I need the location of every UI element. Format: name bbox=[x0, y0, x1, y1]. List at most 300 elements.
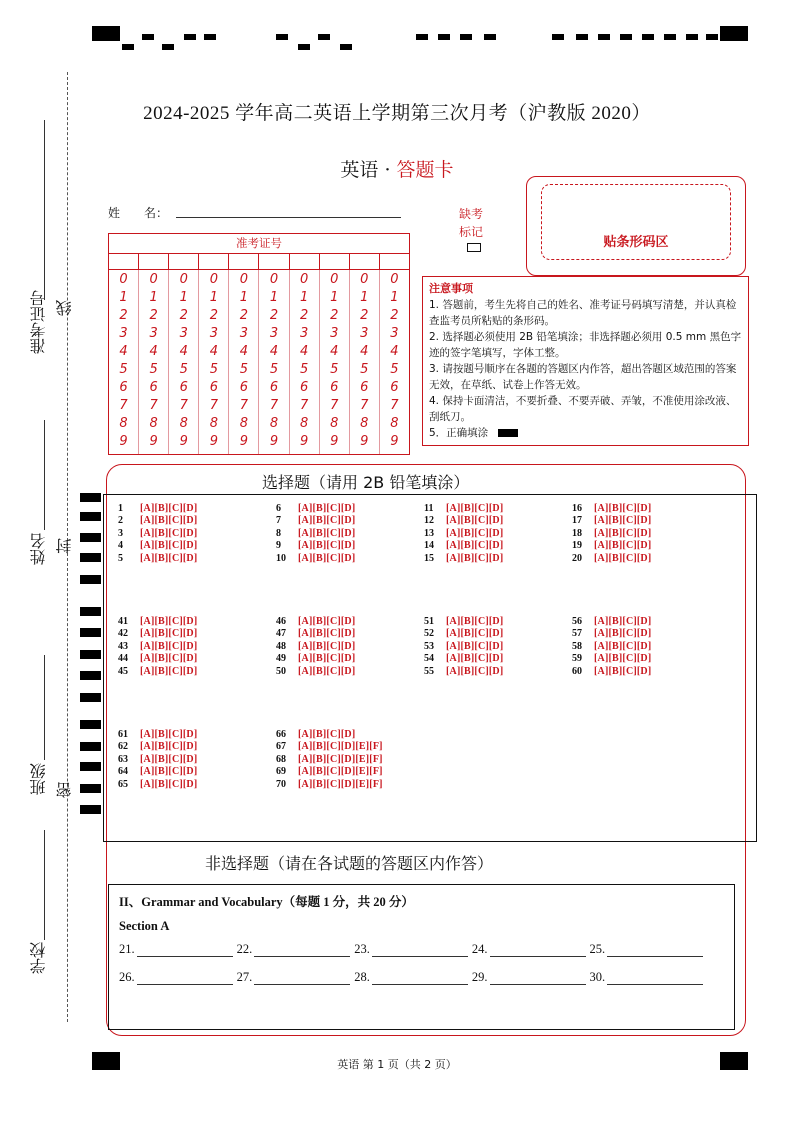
exam-id-bubble[interactable]: 6 bbox=[390, 380, 399, 395]
exam-id-bubble[interactable]: 9 bbox=[119, 434, 128, 449]
question-row bbox=[118, 628, 197, 640]
left-timing-mark bbox=[80, 512, 101, 521]
exam-id-bubble[interactable]: 3 bbox=[179, 326, 188, 341]
exam-id-bubble[interactable]: 5 bbox=[390, 362, 399, 377]
exam-id-bubble[interactable]: 5 bbox=[299, 362, 309, 377]
exam-id-bubble[interactable]: 0 bbox=[330, 272, 339, 287]
top-timing-mark bbox=[438, 34, 450, 40]
answer-options[interactable]: [A][B][C][D][E][F] bbox=[298, 741, 383, 753]
answer-options[interactable]: [A][B][C][D] bbox=[140, 640, 198, 652]
answer-options[interactable]: [A][B][C][D] bbox=[140, 552, 198, 564]
exam-id-bubble[interactable]: 8 bbox=[390, 416, 399, 431]
answer-options[interactable]: [A][B][C][D] bbox=[140, 503, 198, 514]
question-row bbox=[572, 503, 651, 515]
exam-id-bubble[interactable]: 4 bbox=[119, 344, 128, 359]
answer-options[interactable]: [A][B][C][D] bbox=[140, 527, 198, 539]
answer-blank[interactable] bbox=[119, 942, 233, 957]
question-group bbox=[118, 729, 197, 791]
answer-options[interactable]: [A][B][C][D] bbox=[140, 753, 198, 765]
side-label-secret: 密 bbox=[55, 782, 74, 798]
exam-id-bubble[interactable]: 9 bbox=[299, 434, 309, 449]
answer-options[interactable]: [A][B][C][D] bbox=[298, 552, 356, 564]
question-group bbox=[118, 503, 197, 565]
answer-options[interactable]: [A][B][C][D] bbox=[140, 778, 198, 790]
top-timing-mark bbox=[576, 34, 588, 40]
question-row bbox=[118, 515, 197, 527]
answer-options[interactable]: [A][B][C][D] bbox=[594, 640, 652, 652]
exam-id-write-cell[interactable] bbox=[109, 254, 139, 269]
answer-options[interactable]: [A][B][C][D] bbox=[594, 628, 652, 640]
question-row bbox=[118, 754, 197, 766]
notes-title: 注意事项 bbox=[429, 282, 473, 295]
question-row bbox=[276, 754, 383, 766]
answer-options[interactable]: [A][B][C][D] bbox=[140, 766, 198, 778]
exam-id-bubble[interactable]: 1 bbox=[119, 290, 128, 305]
exam-id-bubble[interactable]: 2 bbox=[119, 308, 128, 323]
answer-options[interactable]: [A][B][C][D] bbox=[446, 640, 504, 652]
top-timing-mark bbox=[598, 34, 610, 40]
answer-options[interactable]: [A][B][C][D] bbox=[298, 616, 356, 627]
question-row bbox=[276, 616, 355, 628]
answer-options[interactable]: [A][B][C][D] bbox=[446, 653, 504, 665]
exam-id-bubble[interactable]: 5 bbox=[119, 362, 128, 377]
question-number: 43 bbox=[118, 640, 128, 652]
question-number: 4 bbox=[118, 540, 123, 552]
exam-id-bubble[interactable]: 1 bbox=[239, 290, 249, 305]
answer-options[interactable]: [A][B][C][D] bbox=[446, 540, 504, 552]
exam-id-bubble[interactable]: 8 bbox=[330, 416, 339, 431]
side-underline-exam-id bbox=[44, 120, 45, 300]
exam-id-bubble[interactable]: 9 bbox=[149, 434, 158, 449]
question-row bbox=[424, 653, 503, 665]
exam-id-bubble[interactable]: 5 bbox=[149, 362, 158, 377]
answer-options[interactable]: [A][B][C][D] bbox=[594, 665, 652, 677]
exam-id-bubble[interactable]: 9 bbox=[179, 434, 188, 449]
answer-options[interactable]: [A][B][C][D] bbox=[594, 540, 652, 552]
answer-options[interactable]: [A][B][C][D] bbox=[298, 515, 356, 527]
question-number: 50 bbox=[276, 665, 286, 677]
exam-id-bubble[interactable]: 5 bbox=[360, 362, 369, 377]
exam-id-bubble[interactable]: 3 bbox=[239, 326, 249, 341]
exam-id-bubble[interactable]: 2 bbox=[179, 308, 188, 323]
blank-line[interactable] bbox=[254, 943, 350, 957]
question-row bbox=[118, 729, 197, 741]
question-row bbox=[276, 779, 383, 791]
answer-options[interactable]: [A][B][C][D] bbox=[140, 741, 198, 753]
blank-line[interactable] bbox=[372, 943, 468, 957]
answer-options[interactable]: [A][B][C][D] bbox=[298, 540, 356, 552]
question-number: 45 bbox=[118, 665, 128, 677]
answer-options[interactable]: [A][B][C][D] bbox=[446, 665, 504, 677]
exam-id-bubble[interactable]: 1 bbox=[360, 290, 369, 305]
answer-options[interactable]: [A][B][C][D] bbox=[594, 653, 652, 665]
question-row bbox=[424, 666, 503, 678]
exam-id-bubble[interactable]: 5 bbox=[269, 362, 279, 377]
exam-id-bubble[interactable]: 5 bbox=[330, 362, 339, 377]
question-number: 68 bbox=[276, 753, 286, 765]
exam-id-bubble[interactable]: 3 bbox=[149, 326, 158, 341]
question-row bbox=[276, 515, 355, 527]
exam-id-bubble[interactable]: 4 bbox=[209, 344, 218, 359]
blank-number: 23. bbox=[354, 942, 370, 956]
side-label-seal: 封 bbox=[55, 538, 74, 554]
exam-id-bubble[interactable]: 2 bbox=[360, 308, 369, 323]
mcq-answer-area bbox=[103, 494, 757, 842]
exam-id-bubble[interactable]: 7 bbox=[360, 398, 369, 413]
exam-id-bubble[interactable]: 7 bbox=[149, 398, 158, 413]
question-row bbox=[118, 666, 197, 678]
answer-blank[interactable] bbox=[590, 942, 704, 957]
answer-options[interactable]: [A][B][C][D] bbox=[594, 527, 652, 539]
answer-blank[interactable] bbox=[472, 942, 586, 957]
answer-blank[interactable] bbox=[119, 970, 233, 985]
side-label-line: 线 bbox=[55, 300, 74, 316]
notes-item-1: 1. 答题前，考生先将自己的姓名、准考证号码填写清楚，并认真检查监考员所粘贴的条形码。 bbox=[429, 299, 737, 327]
exam-id-bubble[interactable]: 6 bbox=[209, 380, 218, 395]
name-field[interactable] bbox=[176, 217, 401, 218]
exam-id-bubble[interactable]: 8 bbox=[119, 416, 128, 431]
exam-id-bubble[interactable]: 4 bbox=[149, 344, 158, 359]
exam-id-bubble[interactable]: 4 bbox=[299, 344, 309, 359]
exam-id-bubble[interactable]: 0 bbox=[299, 272, 309, 287]
answer-blank[interactable] bbox=[354, 970, 468, 985]
exam-id-bubble[interactable]: 2 bbox=[299, 308, 309, 323]
exam-id-bubble[interactable]: 9 bbox=[330, 434, 339, 449]
answer-options[interactable]: [A][B][C][D] bbox=[298, 729, 356, 740]
question-group bbox=[572, 503, 651, 565]
exam-id-grid bbox=[108, 233, 410, 455]
question-row bbox=[276, 729, 383, 741]
question-number: 42 bbox=[118, 628, 128, 640]
side-label-exam-id: 准考证号 bbox=[29, 290, 48, 354]
question-number: 67 bbox=[276, 741, 286, 753]
top-timing-mark bbox=[416, 34, 428, 40]
exam-id-bubble[interactable]: 3 bbox=[360, 326, 369, 341]
left-timing-mark bbox=[80, 720, 101, 729]
exam-id-column bbox=[380, 270, 409, 454]
side-underline-school bbox=[44, 830, 45, 940]
exam-id-bubble[interactable]: 9 bbox=[360, 434, 369, 449]
exam-id-bubble[interactable]: 0 bbox=[119, 272, 128, 287]
side-label-name: 姓名 bbox=[29, 533, 48, 565]
question-group bbox=[572, 616, 651, 678]
fill-example-mark bbox=[498, 429, 518, 437]
exam-id-bubble[interactable]: 1 bbox=[269, 290, 279, 305]
exam-id-bubble[interactable]: 0 bbox=[390, 272, 399, 287]
exam-id-bubble[interactable]: 4 bbox=[330, 344, 339, 359]
question-group bbox=[424, 616, 503, 678]
question-row bbox=[118, 741, 197, 753]
answer-options[interactable]: [A][B][C][D] bbox=[594, 503, 652, 514]
blank-line[interactable] bbox=[254, 971, 350, 985]
exam-id-bubble[interactable]: 4 bbox=[390, 344, 399, 359]
exam-id-bubble[interactable]: 8 bbox=[269, 416, 279, 431]
exam-id-bubble[interactable]: 6 bbox=[179, 380, 188, 395]
answer-options[interactable]: [A][B][C][D] bbox=[298, 527, 356, 539]
question-row bbox=[118, 540, 197, 552]
exam-id-write-cell[interactable] bbox=[380, 254, 409, 269]
question-number: 49 bbox=[276, 653, 286, 665]
exam-id-bubble[interactable]: 8 bbox=[299, 416, 309, 431]
question-row bbox=[118, 653, 197, 665]
exam-id-bubble[interactable]: 4 bbox=[360, 344, 369, 359]
side-label-class: 班级 bbox=[29, 763, 48, 795]
top-timing-mark bbox=[204, 34, 216, 40]
question-row bbox=[276, 666, 355, 678]
exam-id-write-cell[interactable] bbox=[350, 254, 380, 269]
answer-options[interactable]: [A][B][C][D] bbox=[446, 616, 504, 627]
exam-id-bubble[interactable]: 9 bbox=[239, 434, 249, 449]
answer-options[interactable]: [A][B][C][D][E][F] bbox=[298, 778, 383, 790]
answer-options[interactable]: [A][B][C][D] bbox=[446, 628, 504, 640]
question-group bbox=[424, 503, 503, 565]
top-timing-mark bbox=[276, 34, 288, 40]
question-row bbox=[276, 653, 355, 665]
question-row bbox=[118, 766, 197, 778]
exam-id-bubble[interactable]: 7 bbox=[179, 398, 188, 413]
exam-id-bubble[interactable]: 9 bbox=[390, 434, 399, 449]
exam-id-bubble[interactable]: 3 bbox=[390, 326, 399, 341]
grammar-box bbox=[108, 884, 735, 1030]
top-timing-mark bbox=[460, 34, 472, 40]
exam-id-write-cell[interactable] bbox=[139, 254, 169, 269]
answer-options[interactable]: [A][B][C][D] bbox=[140, 616, 198, 627]
exam-id-bubble[interactable]: 0 bbox=[179, 272, 188, 287]
exam-id-bubble[interactable]: 7 bbox=[269, 398, 279, 413]
question-number: 64 bbox=[118, 766, 128, 778]
answer-options[interactable]: [A][B][C][D] bbox=[140, 729, 198, 740]
exam-id-column bbox=[320, 270, 350, 454]
question-number: 62 bbox=[118, 741, 128, 753]
exam-id-bubble[interactable]: 7 bbox=[330, 398, 339, 413]
exam-id-bubble[interactable]: 5 bbox=[239, 362, 249, 377]
absent-checkbox[interactable] bbox=[467, 243, 481, 252]
answer-options[interactable]: [A][B][C][D] bbox=[446, 515, 504, 527]
exam-id-bubble[interactable]: 8 bbox=[239, 416, 249, 431]
exam-id-bubble[interactable]: 3 bbox=[299, 326, 309, 341]
question-number: 63 bbox=[118, 753, 128, 765]
subtitle-answer-card: 答题卡 bbox=[396, 159, 454, 181]
question-number: 53 bbox=[424, 640, 434, 652]
top-timing-mark bbox=[184, 34, 196, 40]
answer-options[interactable]: [A][B][C][D] bbox=[446, 552, 504, 564]
exam-id-bubble[interactable]: 6 bbox=[269, 380, 279, 395]
answer-options[interactable]: [A][B][C][D] bbox=[446, 527, 504, 539]
answer-options[interactable]: [A][B][C][D] bbox=[298, 628, 356, 640]
exam-id-bubble[interactable]: 3 bbox=[330, 326, 339, 341]
subtitle-subject: 英语 · bbox=[340, 159, 397, 181]
answer-options[interactable]: [A][B][C][D] bbox=[594, 515, 652, 527]
question-number: 57 bbox=[572, 628, 582, 640]
question-number: 70 bbox=[276, 778, 286, 790]
answer-options[interactable]: [A][B][C][D] bbox=[140, 540, 198, 552]
nonmcq-heading: 非选择题（请在各试题的答题区内作答） bbox=[205, 854, 494, 873]
blank-number: 28. bbox=[354, 970, 370, 984]
exam-id-bubble[interactable]: 8 bbox=[360, 416, 369, 431]
exam-id-write-cell[interactable] bbox=[320, 254, 350, 269]
blank-line[interactable] bbox=[490, 971, 586, 985]
exam-id-bubble[interactable]: 1 bbox=[179, 290, 188, 305]
exam-id-bubble[interactable]: 8 bbox=[209, 416, 218, 431]
exam-id-bubble[interactable]: 0 bbox=[360, 272, 369, 287]
answer-options[interactable]: [A][B][C][D] bbox=[594, 616, 652, 627]
exam-id-write-cell[interactable] bbox=[169, 254, 199, 269]
exam-id-bubble[interactable]: 2 bbox=[390, 308, 399, 323]
left-timing-mark bbox=[80, 784, 101, 793]
question-number: 61 bbox=[118, 729, 128, 740]
question-number: 55 bbox=[424, 665, 434, 677]
question-number: 16 bbox=[572, 503, 582, 514]
exam-id-bubble[interactable]: 7 bbox=[299, 398, 309, 413]
exam-id-bubble[interactable]: 7 bbox=[119, 398, 128, 413]
question-number: 44 bbox=[118, 653, 128, 665]
blank-row-2 bbox=[119, 970, 707, 985]
answer-options[interactable]: [A][B][C][D] bbox=[140, 653, 198, 665]
mcq-heading: 选择题（请用 2B 铅笔填涂） bbox=[262, 473, 470, 492]
answer-blank[interactable] bbox=[237, 970, 351, 985]
exam-id-column bbox=[109, 270, 139, 454]
answer-blank[interactable] bbox=[590, 970, 704, 985]
exam-id-bubble[interactable]: 1 bbox=[330, 290, 339, 305]
question-number: 10 bbox=[276, 552, 286, 564]
question-number: 58 bbox=[572, 640, 582, 652]
question-number: 6 bbox=[276, 503, 281, 514]
left-timing-mark bbox=[80, 762, 101, 771]
left-timing-mark bbox=[80, 553, 101, 562]
notes-item-5 bbox=[429, 425, 742, 441]
blank-number: 27. bbox=[236, 970, 253, 984]
exam-id-bubble[interactable]: 6 bbox=[299, 380, 309, 395]
exam-id-bubble[interactable]: 6 bbox=[119, 380, 128, 395]
left-timing-mark bbox=[80, 607, 101, 616]
top-timing-mark bbox=[162, 44, 174, 50]
answer-options[interactable]: [A][B][C][D] bbox=[298, 665, 356, 677]
blank-line[interactable] bbox=[137, 971, 233, 985]
exam-id-bubble[interactable]: 2 bbox=[330, 308, 339, 323]
question-row bbox=[572, 653, 651, 665]
notes-item-2: 2. 选择题必须使用 2B 铅笔填涂；非选择题必须用 0.5 mm 黑色字迹的签字笔填写，字体工整。 bbox=[429, 331, 742, 359]
exam-id-bubble[interactable]: 5 bbox=[209, 362, 218, 377]
blank-line[interactable] bbox=[137, 943, 233, 957]
blank-line[interactable] bbox=[607, 971, 703, 985]
answer-options[interactable]: [A][B][C][D] bbox=[140, 515, 198, 527]
exam-id-bubble[interactable]: 0 bbox=[269, 272, 279, 287]
exam-id-bubble[interactable]: 4 bbox=[239, 344, 249, 359]
question-row bbox=[424, 628, 503, 640]
exam-id-bubble[interactable]: 7 bbox=[390, 398, 399, 413]
question-row bbox=[572, 528, 651, 540]
question-row bbox=[276, 741, 383, 753]
question-row bbox=[424, 528, 503, 540]
exam-id-bubble[interactable]: 0 bbox=[209, 272, 218, 287]
question-row bbox=[276, 503, 355, 515]
question-row bbox=[424, 641, 503, 653]
exam-id-bubble[interactable]: 6 bbox=[149, 380, 158, 395]
exam-id-bubble[interactable]: 1 bbox=[299, 290, 309, 305]
answer-options[interactable]: [A][B][C][D] bbox=[298, 640, 356, 652]
exam-id-column bbox=[350, 270, 380, 454]
question-row bbox=[572, 666, 651, 678]
blank-line[interactable] bbox=[372, 971, 468, 985]
answer-options[interactable]: [A][B][C][D] bbox=[140, 665, 198, 677]
question-number: 2 bbox=[118, 515, 123, 527]
exam-id-bubble[interactable]: 9 bbox=[269, 434, 279, 449]
question-number: 13 bbox=[424, 527, 434, 539]
exam-id-write-cell[interactable] bbox=[199, 254, 229, 269]
question-row bbox=[118, 553, 197, 565]
absent-label-1: 缺考 bbox=[459, 207, 484, 221]
answer-options[interactable]: [A][B][C][D][E][F] bbox=[298, 766, 383, 778]
exam-id-column bbox=[139, 270, 169, 454]
exam-id-bubble[interactable]: 5 bbox=[179, 362, 188, 377]
exam-id-bubble[interactable]: 3 bbox=[209, 326, 218, 341]
exam-id-bubble[interactable]: 1 bbox=[209, 290, 218, 305]
exam-id-write-cell[interactable] bbox=[259, 254, 289, 269]
answer-options[interactable]: [A][B][C][D][E][F] bbox=[298, 753, 383, 765]
exam-id-bubble[interactable]: 3 bbox=[119, 326, 128, 341]
question-row bbox=[572, 628, 651, 640]
answer-blank[interactable] bbox=[237, 942, 351, 957]
exam-id-write-cell[interactable] bbox=[290, 254, 320, 269]
exam-id-bubble[interactable]: 7 bbox=[239, 398, 249, 413]
question-number: 15 bbox=[424, 552, 434, 564]
exam-id-bubble[interactable]: 2 bbox=[269, 308, 279, 323]
notes-item-3: 3. 请按题号顺序在各题的答题区内作答，超出答题区域范围的答案无效，在草纸、试卷上作答无效。 bbox=[429, 363, 737, 391]
exam-id-bubble[interactable]: 6 bbox=[239, 380, 249, 395]
exam-id-bubble[interactable]: 2 bbox=[239, 308, 249, 323]
exam-id-bubble[interactable]: 6 bbox=[360, 380, 369, 395]
answer-options[interactable]: [A][B][C][D] bbox=[594, 552, 652, 564]
exam-id-bubble[interactable]: 0 bbox=[149, 272, 158, 287]
question-number: 17 bbox=[572, 515, 582, 527]
exam-id-write-cell[interactable] bbox=[229, 254, 259, 269]
question-row bbox=[572, 616, 651, 628]
blank-line[interactable] bbox=[607, 943, 703, 957]
exam-id-bubble[interactable]: 4 bbox=[269, 344, 279, 359]
answer-options[interactable]: [A][B][C][D] bbox=[446, 503, 504, 514]
exam-id-bubble[interactable]: 4 bbox=[179, 344, 188, 359]
exam-id-column bbox=[290, 270, 320, 454]
exam-id-bubble[interactable]: 1 bbox=[390, 290, 399, 305]
exam-id-bubble[interactable]: 7 bbox=[209, 398, 218, 413]
question-number: 48 bbox=[276, 640, 286, 652]
answer-options[interactable]: [A][B][C][D] bbox=[298, 503, 356, 514]
blank-line[interactable] bbox=[490, 943, 586, 957]
left-timing-mark bbox=[80, 742, 101, 751]
answer-options[interactable]: [A][B][C][D] bbox=[298, 653, 356, 665]
left-timing-mark bbox=[80, 533, 101, 542]
top-timing-mark bbox=[686, 34, 698, 40]
exam-id-bubble[interactable]: 8 bbox=[149, 416, 158, 431]
exam-id-write-row[interactable] bbox=[109, 254, 409, 270]
exam-id-bubble[interactable]: 9 bbox=[209, 434, 218, 449]
answer-blank[interactable] bbox=[354, 942, 468, 957]
exam-id-bubble[interactable]: 2 bbox=[149, 308, 158, 323]
question-number: 66 bbox=[276, 729, 286, 740]
question-number: 12 bbox=[424, 515, 434, 527]
answer-options[interactable]: [A][B][C][D] bbox=[140, 628, 198, 640]
exam-id-bubble[interactable]: 6 bbox=[330, 380, 339, 395]
answer-blank[interactable] bbox=[472, 970, 586, 985]
exam-id-bubble[interactable]: 8 bbox=[179, 416, 188, 431]
question-number: 46 bbox=[276, 616, 286, 627]
exam-id-bubble[interactable]: 2 bbox=[209, 308, 218, 323]
question-number: 8 bbox=[276, 527, 281, 539]
side-underline-class bbox=[44, 655, 45, 760]
exam-id-bubble[interactable]: 0 bbox=[239, 272, 249, 287]
exam-id-bubble[interactable]: 1 bbox=[149, 290, 158, 305]
exam-id-bubble[interactable]: 3 bbox=[269, 326, 279, 341]
